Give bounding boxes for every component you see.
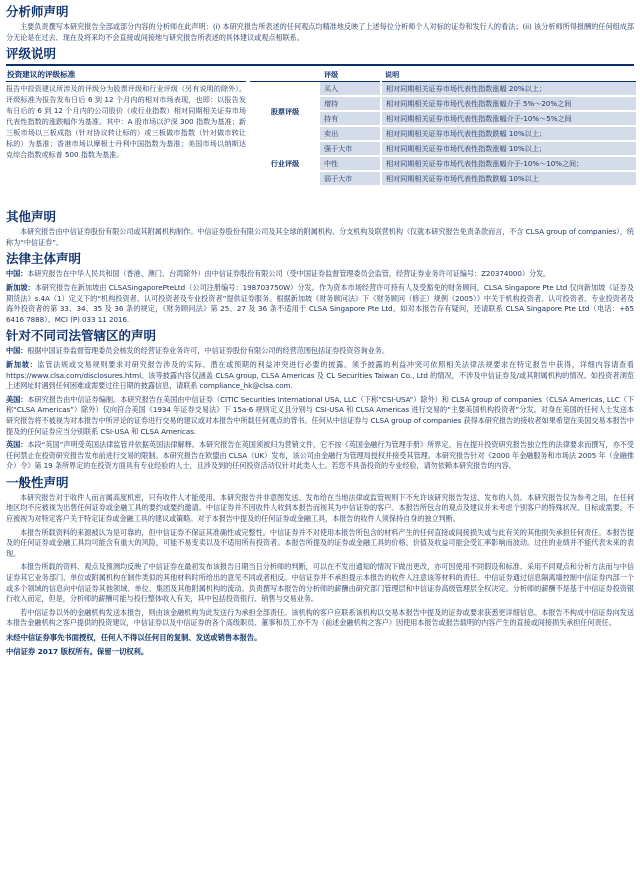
general-section bbox=[6, 475, 634, 657]
rating-table-header-blank bbox=[250, 69, 320, 82]
rating-name: 卖出 bbox=[320, 126, 381, 141]
legal-singapore bbox=[6, 283, 634, 325]
legal-china-text: 本研究报告在中华人民共和国（香港、澳门、台湾除外）由中信证券股份有限公司（受中国证券监督管理委员会监管，经营证券业务许可证编号：Z20374000）分发。 bbox=[27, 269, 551, 279]
jurisdiction-singapore-text: 监管法规或交易规则要求对研究报告涉及的实际、潜在或预期的利益冲突进行必要的披露。须予披露的利益冲突可依照相关法律法规要求在特定报告中获得，详细内容请查看 https://www.clsa.com/disclosures.html。该等披露内容仅涵盖 CLSA group, CLSA Americas 及 CL Securities Taiwan Co., Ltd 的情况，不涉及中信证券及/或其附属机构的情况。如投资者浏览上述网址时遇到任何困难或需要过往日期的披露信息，请联系 compliance_hk@clsa.com. bbox=[6, 359, 635, 391]
table-row bbox=[250, 141, 636, 156]
rating-table-header-desc: 说明 bbox=[381, 69, 636, 82]
other-body: 本研究报告由中信证券股份有限公司或其附属机构制作。中信证券股份有限公司及其全球的附属机构、分支机构及联营机构（仅就本研究报告免责条款而言，不含 CLSA group of companies），统称为“中信证券”。 bbox=[6, 227, 634, 247]
jurisdiction-title: 针对不同司法管辖区的声明 bbox=[6, 328, 157, 344]
rating-standard-header: 投资建议的评级标准 bbox=[6, 69, 246, 82]
table-row bbox=[250, 82, 636, 97]
stock-rating-category: 股票评级 bbox=[250, 82, 320, 142]
general-para: 本报告所载资料的来源被认为是可靠的，但中信证券不保证其准确性或完整性。中信证券并不对使用本报告所包含的材料产生的任何直接或间接损失或与此有关的其他损失承担任何责任。本报告提及的任何证券或金融工具均可能含有重大的风险，可能不易变卖以及不适用所有投资者。本报告所提及的证券或金融工具的价格、价值及收益可能会受汇率影响而波动。过往的业绩并不能代表未来的表现。 bbox=[6, 527, 634, 558]
copyright-notice: 中信证券 2017 版权所有。保留一切权利。 bbox=[6, 647, 149, 656]
reproduction-notice: 未经中信证券事先书面授权，任何人不得以任何目的复制、发送或销售本报告。 bbox=[6, 633, 262, 642]
other-title: 其他声明 bbox=[6, 209, 57, 225]
rating-divider bbox=[6, 64, 634, 66]
rating-section bbox=[6, 46, 634, 207]
rating-name: 强于大市 bbox=[320, 141, 381, 156]
jurisdiction-uk-lead: 英国： bbox=[6, 440, 28, 450]
jurisdiction-section bbox=[6, 328, 634, 472]
rating-name: 中性 bbox=[320, 156, 381, 171]
general-para: 若中信证券以外的金融机构发送本报告，则由该金融机构为此发送行为承担全部责任。该机构的客户应联系该机构以交易本报告中提及的证券或要求获悉更详细信息。本报告不构成中信证券向发送本报告金融机构之客户提供的投资建议，中信证券以及中信证券的各个高级职员、董事和员工亦不为（前述金融机构之客户）因使用本报告或报告载明的内容产生的直接或间接损失承担任何责任。 bbox=[6, 607, 634, 628]
legal-title: 法律主体声明 bbox=[6, 251, 82, 267]
legal-china-lead: 中国： bbox=[6, 269, 28, 279]
rating-name: 弱于大市 bbox=[320, 171, 381, 186]
analyst-title: 分析师声明 bbox=[6, 4, 69, 19]
rating-name: 增持 bbox=[320, 96, 381, 111]
rating-standard-text: 报告中投资建议所涉及的评级分为股票评级和行业评级（另有说明的除外）。评级标准为报告发布日后 6 到 12 个月内的相对市场表现，也即：以报告发布日后的 6 到 12 个月内的公司股价（或行业指数）相对同期相关证券市场代表性指数的涨跌幅作为基准。其中：A 股市场以沪深 300 指数为基准；新三板市场以三板成指（针对协议转让标的）或三板做市指数（针对做市转让标的）为基准；香港市场以摩根士丹利中国指数为基准；美国市场以纳斯达克综合指数或标普 500 指数为基准。 bbox=[6, 84, 246, 159]
analyst-body: 主要负责撰写本研究报告全部或部分内容的分析师在此声明：(i) 本研究报告所表述的任何观点均精准地反映了上述每位分析师个人对标的证券和发行人的看法；(ii) 该分析师所得报酬的任何组成部分无论是在过去、现在及将来均不会直接或间接地与研究报告所表述的具体建议或观点相联系。 bbox=[6, 22, 634, 42]
jurisdiction-uk bbox=[6, 440, 634, 472]
rating-desc: 相对同期相关证券市场代表性指数涨幅 10%以上； bbox=[381, 141, 636, 156]
industry-rating-category: 行业评级 bbox=[250, 141, 320, 186]
jurisdiction-uk-text: 本段“英国”声明受英国法律监管并依据英国法律解释。本研究报告在英国须被归为营销文件，它不按《英国金融行为管理手册》所界定、旨在提升投资研究报告独立性的法律要求而撰写，亦不受任何禁止在投资研究报告发布前进行交易的限制。本研究报告在欧盟由 CLSA（UK）发布，该公司由金融行为管理局授权并接受其管理。本研究报告针对《2000 年金融服务和市场法 2005 年（金融推介）令》第 19 条所界定的在投资方面具有专业经验的人士，且涉及到的任何投资活动仅针对此类人士。若您不具备投资的专业经验，请勿依赖本研究报告的内容。 bbox=[6, 440, 634, 471]
rating-name: 持有 bbox=[320, 111, 381, 126]
jurisdiction-china-lead: 中国： bbox=[6, 346, 28, 356]
general-para: 本研究报告对于收件人而言属高度机密，只有收件人才能使用。本研究报告并非意图发送、发布给在当地法律或监管规则下不允许该研究报告发送、发布的人员。本研究报告仅为参考之用，在任何地区均不应被视为出售任何证券或金融工具的要约或要约邀请。中信证券并不因收件人收到本报告而视其为中信证券的客户。本报告所包含的观点及建议并未考虑个别客户的特殊状况、目标或需要，不应被视为对特定客户关于特定证券或金融工具的建议或策略。对于本报告中提及的任何证券或金融工具，本报告的收件人须保持自身的独立判断。 bbox=[6, 492, 634, 524]
legal-singapore-lead: 新加坡： bbox=[6, 282, 35, 292]
general-title: 一般性声明 bbox=[6, 474, 69, 490]
rating-desc: 相对同期相关证券市场代表性指数跌幅 10%以上 bbox=[381, 171, 636, 186]
rating-desc: 相对同期相关证券市场代表性指数跌幅 10%以上； bbox=[381, 126, 636, 141]
rating-desc: 相对同期相关证券市场代表性指数涨幅介于-10%～5%之间 bbox=[381, 111, 636, 126]
jurisdiction-china-text: 根据中国证券监督管理委员会核发的经营证券业务许可，中信证券股份有限公司的经营范围包括证券投资咨询业务。 bbox=[27, 346, 389, 356]
analyst-section bbox=[6, 4, 634, 43]
rating-table bbox=[250, 69, 636, 187]
jurisdiction-usa-lead: 美国： bbox=[6, 394, 28, 404]
rating-name: 买入 bbox=[320, 82, 381, 97]
rating-desc: 相对同期相关证券市场代表性指数涨幅介于 5%～20%之间 bbox=[381, 96, 636, 111]
jurisdiction-singapore-lead: 新加坡： bbox=[6, 359, 38, 369]
rating-desc: 相对同期相关证券市场代表性指数涨幅介于-10%～10%之间； bbox=[381, 156, 636, 171]
legal-china bbox=[6, 269, 634, 280]
rating-desc: 相对同期相关证券市场代表性指数涨幅 20%以上； bbox=[381, 82, 636, 97]
other-section bbox=[6, 209, 634, 248]
general-para: 本报告所载的资料、观点及预测均反映了中信证券在最初发布该报告日期当日分析师的判断，可以在不发出通知的情况下做出更改，亦可因使用不同假设和标准、采用不同观点和分析方法而与中信证券其它业务部门、单位或附属机构在制作类似的其他材料时所给出的意见不同或者相反。中信证券并不承担提示本报告的收件人注意该等材料的责任。中信证券通过信息隔离墙控制中信证券内部一个或多个领域的信息向中信证券其他领域、单位、集团及其他附属机构的流动。负责撰写本报告的分析师的薪酬由研究部门管理层和中信证券高级管理层全权决定。分析师的薪酬不是基于中信证券投资银行收入而定，但是，分析师的薪酬可能与投行整体收入有关，其中包括投资银行、销售与交易业务。 bbox=[6, 562, 634, 604]
rating-standard bbox=[6, 69, 246, 160]
jurisdiction-usa-text: 本研究报告由中信证券编制。本研究报告在美国由中信证券（CITIC Securities International USA, LLC（下称“CSI-USA”）除外）和 CLSA group of companies（CLSA Americas, LLC（下称“CLSA Americas”）除外）仅向符合美国《1934 年证券交易法》下 15a-6 规则定义且分别与 CSI-USA 和 CLSA Americas 进行交易的“主要美国机构投资者”分发。对身在美国的任何人士发送本研究报告将不被视为对本报告中所评论的证券进行交易的建议或对本报告中所载任何观点的背书。任何从中信证券与 CLSA group of companies 获得本研究报告的接收者如果希望在美国交易本报告中提及的任何证券应当分别联系 CSI-USA 和 CLSA Americas. bbox=[6, 394, 634, 436]
jurisdiction-usa bbox=[6, 395, 634, 437]
rating-title: 评级说明 bbox=[6, 46, 57, 62]
legal-singapore-text: 本研究报告在新加坡由 CLSASingaporePteLtd（公司注册编号：198703750W）分发。作为资本市场经营许可持有人及受豁免的财务顾问，CLSA Singapore Pte Ltd 仅向新加坡《证券及期货法》s.4A（1）定义下的“机构投资者、认可投资者及专业投资者”提供证券服务。根据新加坡《财务顾问法》下《财务顾问（修正）规例（2005）》中关于机构投资者、认可投资者、专业投资者及海外投资者的第 33、34、35 及 36 条的规定，《财务顾问法》第 25、27 及 36 条不适用于 CLSA Singapore Pte Ltd。如对本报告存有疑问，还请联系 CLSA Singapore Pte Ltd（电话：+65 6416 7888）。MCI (P) 033 11 2016. bbox=[6, 282, 634, 324]
jurisdiction-china bbox=[6, 346, 634, 357]
legal-section bbox=[6, 251, 634, 325]
rating-table-header-rating: 评级 bbox=[320, 69, 381, 82]
jurisdiction-singapore bbox=[6, 360, 634, 392]
